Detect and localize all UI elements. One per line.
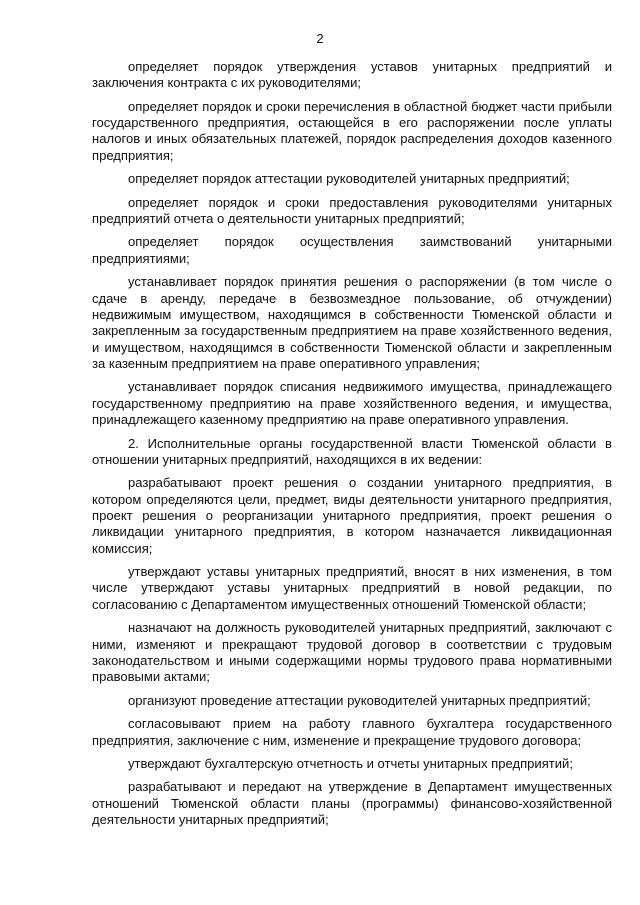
paragraph: 2. Исполнительные органы государственной власти Тюменской области в отношении унитарных предприятий, находящихся в их ведении: — [92, 435, 612, 467]
paragraph: определяет порядок утверждения уставов унитарных предприятий и заключения контракта с их руководителями; — [92, 59, 612, 91]
paragraph: согласовывают прием на работу главного бухгалтера государственного предприятия, заключение с ним, изменение и прекращение трудового договора; — [92, 716, 612, 748]
document-body — [92, 59, 612, 836]
paragraph: устанавливает порядок принятия решения о распоряжении (в том числе о сдаче в аренду, передаче в безвозмездное пользование, об отчуждении) недвижимым имуществом, находящимся в собственности Тюменской области и закрепленным за государственным предприятием на праве хозяйственного ведения, и имуществом, находящимся в собственности Тюменской области и закрепленным за казенным предприятием на праве оперативного управления; — [92, 274, 612, 371]
paragraph: определяет порядок аттестации руководителей унитарных предприятий; — [128, 171, 570, 187]
paragraph: определяет порядок осуществления заимствований унитарными предприятиями; — [92, 234, 612, 266]
paragraph: утверждают уставы унитарных предприятий, вносят в них изменения, в том числе утверждают уставы унитарных предприятий в новой редакции, по согласованию с Департаментом имущественных отношений Тюменской области; — [92, 564, 612, 612]
paragraph: устанавливает порядок списания недвижимого имущества, принадлежащего государственному предприятию на праве хозяйственного ведения, и имущества, принадлежащего казенному предприятию на праве оперативного управления. — [92, 379, 612, 428]
paragraph: разрабатывают проект решения о создании унитарного предприятия, в котором определяются цели, предмет, виды деятельности унитарного предприятия, проект решения о реорганизации унитарного предприятия, проект решения о ликвидации унитарного предприятия, в котором назначается ликвидационная комиссия; — [92, 475, 612, 556]
paragraph: определяет порядок и сроки предоставления руководителями унитарных предприятий отчета о деятельности унитарных предприятий; — [92, 194, 612, 227]
paragraph: разрабатывают и передают на утверждение в Департамент имущественных отношений Тюменской области планы (программы) финансово-хозяйственной деятельности унитарных предприятий; — [92, 779, 612, 828]
page-number: 2 — [316, 31, 324, 46]
paragraph: организуют проведение аттестации руководителей унитарных предприятий; — [128, 692, 591, 708]
paragraph: назначают на должность руководителей унитарных предприятий, заключают с ними, изменяют и прекращают трудовой договор в соответствии с трудовым законодательством и иными содержащими нормы трудового права нормативными правовыми актами; — [92, 620, 612, 685]
paragraph: определяет порядок и сроки перечисления в областной бюджет части прибыли государственного предприятия, остающейся в его распоряжении после уплаты налогов и иных обязательных платежей, порядок распределения доходов казенного предприятия; — [92, 98, 612, 163]
paragraph: утверждают бухгалтерскую отчетность и отчеты унитарных предприятий; — [128, 755, 573, 771]
